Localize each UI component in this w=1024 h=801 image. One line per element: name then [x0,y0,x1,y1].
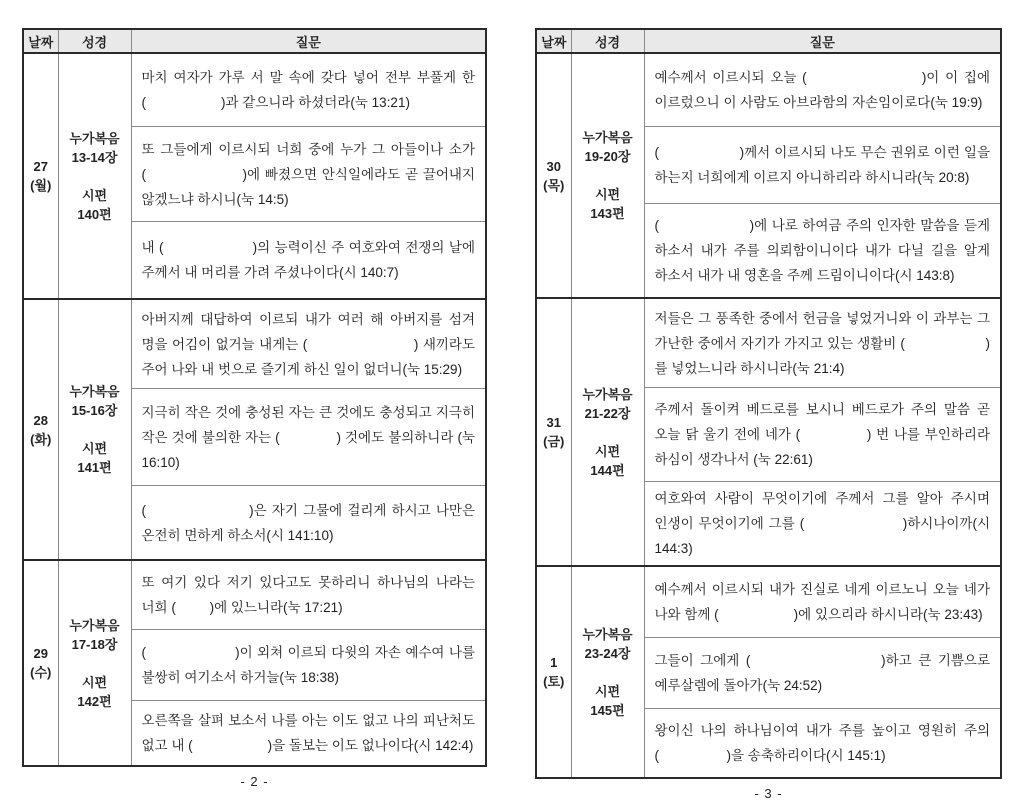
date-weekday: (화) [30,431,52,447]
bible-cell [571,53,644,298]
page-3-sheet [535,28,1002,801]
table-row [536,53,1001,127]
bible-chapters: 21-22장 [584,405,631,421]
date-weekday: (토) [543,674,565,689]
bible-book: 누가복음 [582,386,633,402]
date-cell [536,298,571,566]
question-cell: ( )은 자기 그물에 걸리게 하시고 나만은 온전히 면하게 하소서(시 141:10) [131,486,486,561]
date-cell [23,299,58,560]
date-number: 1 [550,655,558,670]
question-cell: 예수께서 이르시되 오늘 ( )이 이 집에 이르렀으니 이 사람도 아브라함의 자손임이로다(눅 19:9) [644,53,1001,127]
table-header-row [23,29,486,53]
question-cell: 예수께서 이르시되 내가 진실로 네게 이르노니 오늘 네가 나와 함께 ( )에 있으리라 하시니라(눅 23:43) [644,566,1001,638]
bible-cell [571,298,644,566]
psalm-number: 140편 [77,206,112,222]
col-header-date: 날짜 [23,29,58,53]
table-header-row [536,29,1001,53]
date-cell [536,53,571,298]
question-cell: 마치 여자가 가루 서 말 속에 갖다 넣어 전부 부풀게 한 ( )과 같으니라 하셨더라(눅 13:21) [131,53,486,127]
daily-question-table-page3 [535,28,1002,779]
bible-book: 누가복음 [69,384,120,399]
daily-question-table-page2 [22,28,487,767]
question-cell: 아버지께 대답하여 이르되 내가 여러 해 아버지를 섬겨 명을 어김이 없거늘 내게는 ( ) 새끼라도 주어 나와 내 벗으로 즐기게 하신 일이 없더니(눅 15:29) [131,299,486,389]
question-cell: 오른쪽을 살펴 보소서 나를 아는 이도 없고 나의 피난처도 없고 내 ( )을 돌보는 이도 없나이다(시 142:4) [131,701,486,767]
date-number: 28 [33,412,48,428]
question-cell: 내 ( )의 능력이신 주 여호와여 전쟁의 날에 주께서 내 머리를 가려 주셨나이다(시 140:7) [131,222,486,300]
date-weekday: (목) [543,177,565,193]
bible-book: 누가복음 [582,626,633,642]
bible-chapters: 13-14장 [71,149,118,165]
psalm-label: 시편 [81,441,108,456]
col-header-question: 질문 [644,29,1001,53]
bible-cell [58,53,131,299]
question-cell: 또 여기 있다 저기 있다고도 못하리니 하나님의 나라는 너희 ( )에 있느니라(눅 17:21) [131,560,486,630]
date-cell [536,566,571,778]
col-header-date: 날짜 [536,29,571,53]
question-cell: 그들이 그에게 ( )하고 큰 기쁨으로 예루살렘에 돌아가(눅 24:52) [644,638,1001,709]
bible-book: 누가복음 [582,130,633,145]
bible-chapters: 15-16장 [71,403,118,418]
bible-cell [58,560,131,766]
question-cell: 주께서 돌이켜 베드로를 보시니 베드로가 주의 말씀 곧 오늘 닭 울기 전에 네가 ( ) 번 나를 부인하리라 하심이 생각나서 (눅 22:61) [644,388,1001,482]
psalm-number: 145편 [590,702,625,718]
page-number-footer: - 2 - [240,774,269,789]
bible-book: 누가복음 [69,617,120,633]
bible-chapters: 23-24장 [584,645,631,661]
col-header-question: 질문 [131,29,486,53]
table-row [23,53,486,127]
table-row [536,298,1001,388]
col-header-bible: 성경 [58,29,131,53]
table-row [23,299,486,389]
date-weekday: (금) [543,434,565,449]
question-cell: 여호와여 사람이 무엇이기에 주께서 그를 알아 주시며 인생이 무엇이기에 그를 ( )하시나이까(시 144:3) [644,482,1001,567]
bible-cell [571,566,644,778]
date-number: 27 [33,159,48,174]
date-weekday: (월) [30,178,52,193]
question-cell: 왕이신 나의 하나님이여 내가 주를 높이고 영원히 주의 ( )을 송축하리이다(시 145:1) [644,709,1001,779]
date-weekday: (수) [30,665,52,680]
col-header-bible: 성경 [571,29,644,53]
psalm-number: 142편 [77,693,112,709]
date-number: 29 [33,646,48,661]
psalm-label: 시편 [81,187,108,203]
table-row [23,560,486,630]
date-cell [23,53,58,299]
date-cell [23,560,58,766]
psalm-label: 시편 [594,443,621,459]
psalm-number: 144편 [590,462,625,478]
bible-chapters: 17-18장 [71,636,118,652]
psalm-label: 시편 [81,674,108,690]
question-cell: 또 그들에게 이르시되 너희 중에 누가 그 아들이나 소가 ( )에 빠졌으면 안식일에라도 곧 끌어내지 않겠느냐 하시니(눅 14:5) [131,127,486,222]
page-2-sheet [22,28,487,789]
psalm-number: 143편 [590,206,625,221]
question-cell: 지극히 작은 것에 충성된 자는 큰 것에도 충성되고 지극히 작은 것에 불의한 자는 ( ) 것에도 불의하니라 (눅 16:10) [131,389,486,486]
question-cell: 저들은 그 풍족한 중에서 헌금을 넣었거니와 이 과부는 그 가난한 중에서 자기가 가지고 있는 생활비 ( )를 넣었느니라 하시니라(눅 21:4) [644,298,1001,388]
page-number-footer: - 3 - [754,786,783,801]
psalm-label: 시편 [594,187,621,202]
question-cell: ( )에 나로 하여금 주의 인자한 말씀을 듣게 하소서 내가 주를 의뢰함이니이다 내가 다닐 길을 알게 하소서 내가 내 영혼을 주께 드림이니이다(시 143:8) [644,204,1001,299]
question-cell: ( )께서 이르시되 나도 무슨 권위로 이런 일을 하는지 너희에게 이르지 아니하리라 하시니라(눅 20:8) [644,127,1001,204]
psalm-number: 141편 [77,460,112,475]
bible-chapters: 19-20장 [584,149,631,164]
bible-cell [58,299,131,560]
table-row [536,566,1001,638]
date-number: 30 [546,158,561,174]
psalm-label: 시편 [594,683,621,699]
bible-book: 누가복음 [69,130,120,146]
date-number: 31 [546,415,561,430]
question-cell: ( )이 외쳐 이르되 다윗의 자손 예수여 나를 불쌍히 여기소서 하거늘(눅 18:38) [131,630,486,701]
